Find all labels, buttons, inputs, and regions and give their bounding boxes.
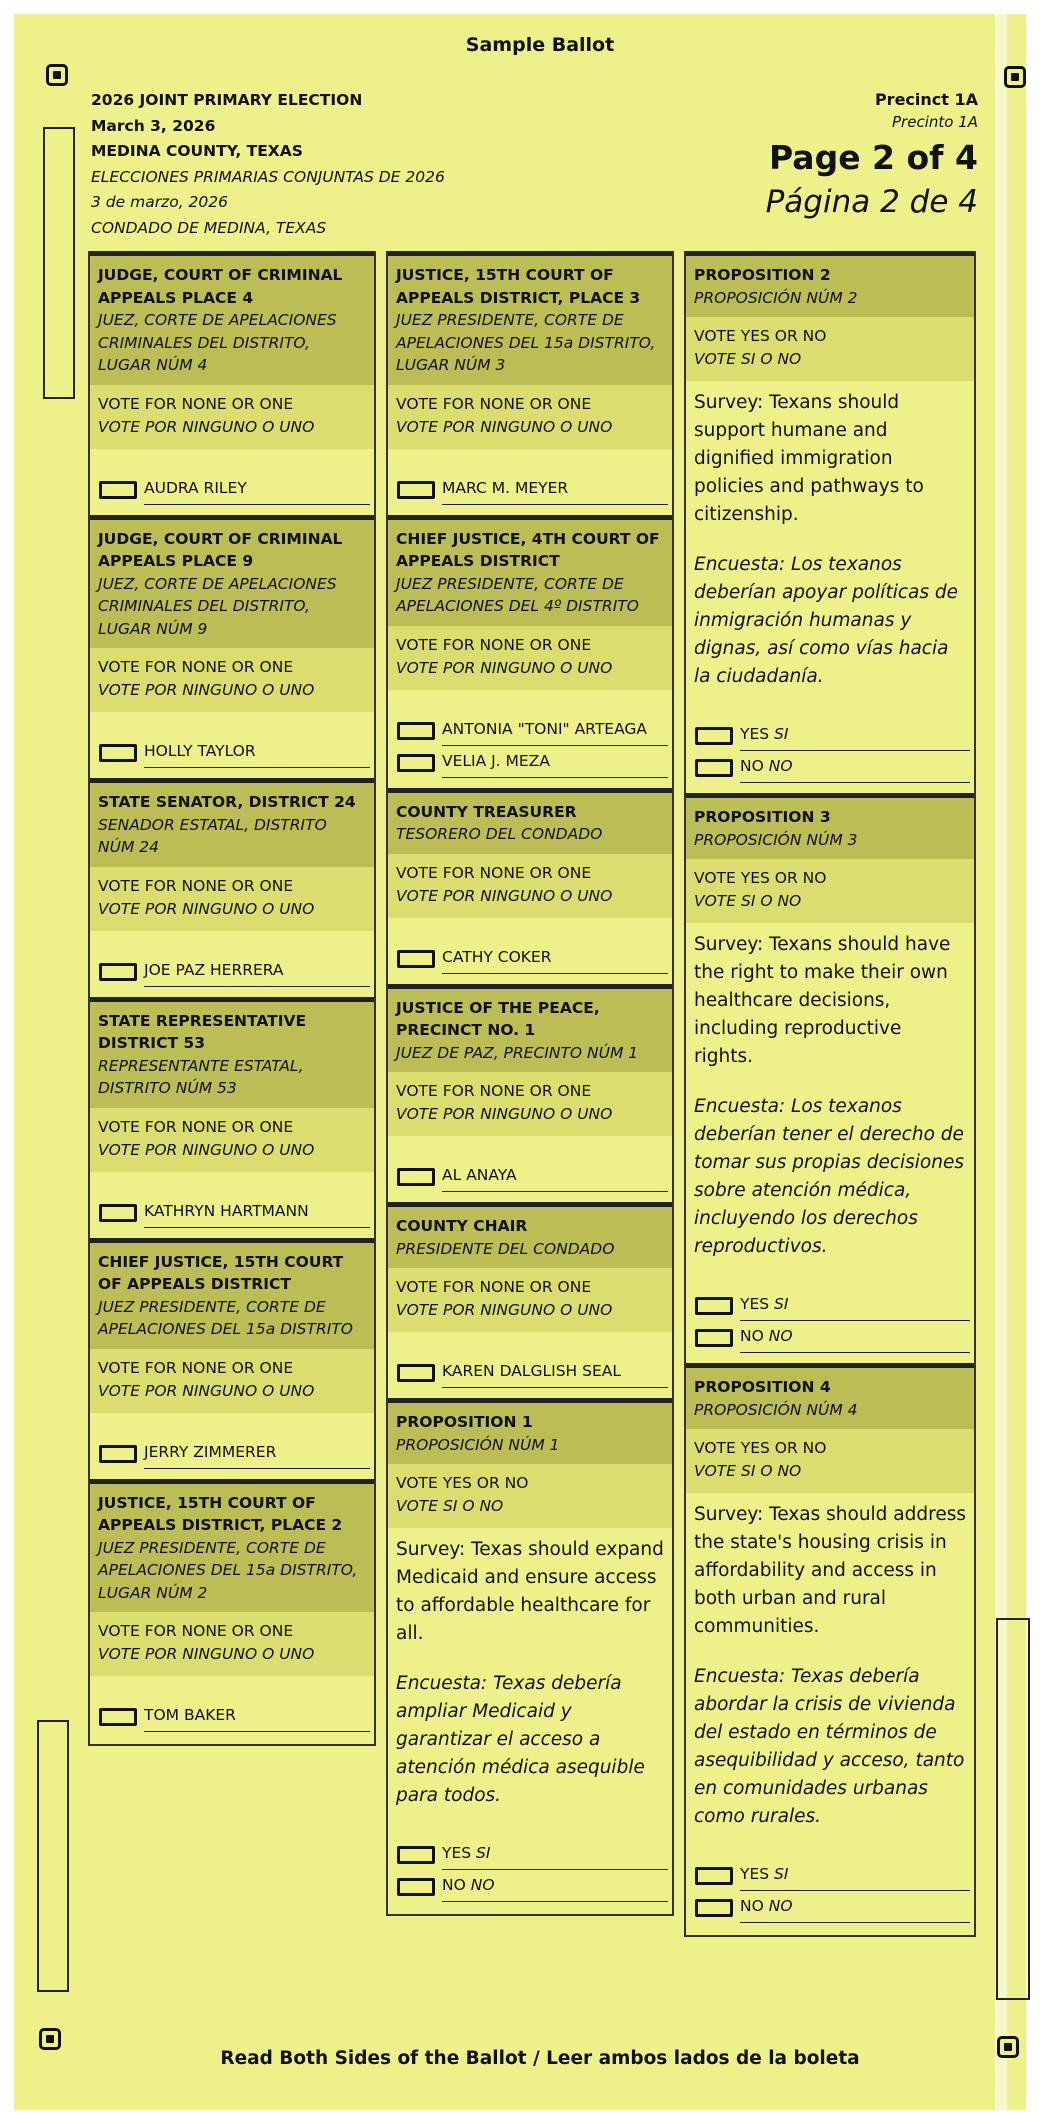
contest-title-es: JUEZ PRESIDENTE, CORTE DE APELACIONES DEL 4º DISTRITO	[396, 574, 639, 615]
contest-title-es: JUEZ PRESIDENTE, CORTE DE APELACIONES DEL 15a DISTRITO	[98, 1297, 353, 1338]
contest-title: CHIEF JUSTICE, 4TH COURT OF APPEALS DISTRICT	[396, 529, 660, 570]
option-label: NO NO	[740, 757, 793, 775]
contest-title-es: JUEZ PRESIDENTE, CORTE DE APELACIONES DEL 15a DISTRITO, LUGAR NÚM 3	[396, 311, 656, 374]
instruction: VOTE YES OR NO	[694, 1439, 827, 1457]
proposition-text-es: Encuesta: Texas debería ampliar Medicaid y garantizar el acceso a atención médica asequible para todos.	[396, 1673, 645, 1806]
vote-instructions	[388, 1268, 672, 1332]
instruction: VOTE YES OR NO	[396, 1474, 529, 1492]
instruction-es: VOTE SI O NO	[396, 1497, 504, 1515]
vote-oval[interactable]	[99, 744, 137, 762]
contest-header	[686, 256, 974, 317]
contest-title: JUSTICE OF THE PEACE, PRECINCT NO. 1	[396, 998, 600, 1039]
proposition-text	[686, 381, 974, 695]
vote-oval[interactable]	[695, 1899, 733, 1917]
vote-oval[interactable]	[397, 950, 435, 968]
registration-mark-icon	[39, 2028, 61, 2050]
election-name: 2026 JOINT PRIMARY ELECTION	[91, 91, 363, 109]
option-label: NO NO	[442, 1876, 495, 1894]
candidate-option[interactable]	[396, 1160, 664, 1192]
contest-header	[388, 520, 672, 626]
candidate-name: TOM BAKER	[144, 1706, 236, 1724]
candidate-option[interactable]	[98, 1196, 366, 1228]
vote-oval[interactable]	[695, 1297, 733, 1315]
contest-header	[90, 1243, 374, 1349]
vote-oval[interactable]	[695, 1329, 733, 1347]
candidate-option[interactable]	[98, 473, 366, 505]
vote-oval[interactable]	[397, 1846, 435, 1864]
proposition-text	[686, 923, 974, 1265]
county-name-es: CONDADO DE MEDINA, TEXAS	[91, 218, 327, 237]
proposition-title-es: PROPOSICIÓN NÚM 4	[694, 1400, 858, 1419]
instruction-es: VOTE SI O NO	[694, 350, 802, 368]
candidate-option[interactable]	[396, 1356, 664, 1388]
vote-oval[interactable]	[99, 963, 137, 981]
page-number: Page 2 of 4	[769, 138, 978, 177]
instruction: VOTE FOR NONE OR ONE	[98, 658, 294, 676]
candidate-option[interactable]	[98, 1437, 366, 1469]
contest-title: CHIEF JUSTICE, 15TH COURT OF APPEALS DISTRICT	[98, 1252, 344, 1293]
vote-instructions	[90, 1108, 374, 1172]
proposition-title: PROPOSITION 1	[396, 1413, 533, 1431]
contest-title: JUDGE, COURT OF CRIMINAL APPEALS PLACE 4	[98, 266, 343, 307]
timing-bar-top-left	[43, 127, 75, 399]
candidate-option[interactable]	[396, 942, 664, 974]
page-header	[766, 88, 978, 224]
option-label: YES SI	[740, 1295, 789, 1313]
vote-instructions	[90, 1349, 374, 1413]
vote-oval[interactable]	[99, 481, 137, 499]
contest-title: JUSTICE, 15TH COURT OF APPEALS DISTRICT, PLACE 2	[98, 1493, 343, 1534]
candidate-name: HOLLY TAYLOR	[144, 742, 256, 760]
contest	[388, 788, 672, 984]
contest-title-es: REPRESENTANTE ESTATAL, DISTRITO NÚM 53	[98, 1056, 304, 1097]
contest	[388, 984, 672, 1203]
instruction-es: VOTE POR NINGUNO O UNO	[98, 1381, 315, 1400]
candidate-name: KAREN DALGLISH SEAL	[442, 1362, 621, 1380]
contest-header	[686, 798, 974, 859]
contest	[90, 251, 374, 515]
instruction-es: VOTE POR NINGUNO O UNO	[98, 417, 315, 436]
instruction: VOTE YES OR NO	[694, 327, 827, 345]
proposition-title: PROPOSITION 2	[694, 266, 831, 284]
yes-option[interactable]	[694, 719, 966, 751]
instruction: VOTE FOR NONE OR ONE	[396, 394, 592, 413]
proposition-text-en: Survey: Texas should address the state's housing crisis in affordability and access in both urban and rural communities.	[694, 1504, 966, 1637]
instruction-es: VOTE POR NINGUNO O UNO	[396, 658, 613, 677]
vote-instructions	[388, 626, 672, 690]
contest-title: STATE SENATOR, DISTRICT 24	[98, 793, 356, 811]
contest-title: JUSTICE, 15TH COURT OF APPEALS DISTRICT, PLACE 3	[396, 266, 641, 307]
contest	[388, 251, 672, 515]
registration-mark-icon	[46, 64, 68, 86]
election-date: March 3, 2026	[91, 116, 216, 135]
proposition-text-es: Encuesta: Texas debería abordar la crisis de vivienda del estado en términos de asequibilidad y acceso, tanto en comunidades urbanas como rurales.	[694, 1666, 965, 1827]
candidate-name: CATHY COKER	[442, 947, 552, 966]
vote-oval[interactable]	[695, 1867, 733, 1885]
vote-instructions	[90, 867, 374, 931]
candidate-option[interactable]	[98, 1700, 366, 1732]
vote-instructions	[686, 859, 974, 923]
vote-oval[interactable]	[397, 1878, 435, 1896]
candidate-name: JOE PAZ HERRERA	[144, 960, 284, 979]
instruction: VOTE FOR NONE OR ONE	[396, 1082, 592, 1100]
registration-mark-icon	[1004, 66, 1026, 88]
ballot-column-2	[386, 251, 674, 1916]
contest	[90, 1238, 374, 1479]
vote-oval[interactable]	[397, 481, 435, 499]
instruction: VOTE FOR NONE OR ONE	[98, 1117, 294, 1136]
proposition-text-en: Survey: Texas should expand Medicaid and ensure access to affordable healthcare for all.	[396, 1539, 664, 1644]
contest	[388, 1398, 672, 1914]
instruction-es: VOTE POR NINGUNO O UNO	[396, 417, 613, 436]
contest	[90, 997, 374, 1238]
vote-instructions	[90, 385, 374, 449]
vote-instructions	[388, 854, 672, 918]
candidate-name: KATHRYN HARTMANN	[144, 1201, 309, 1220]
instruction-es: VOTE POR NINGUNO O UNO	[396, 886, 613, 905]
proposition-title: PROPOSITION 4	[694, 1378, 831, 1396]
contest	[686, 1363, 974, 1935]
vote-oval[interactable]	[397, 1364, 435, 1382]
contest	[388, 515, 672, 788]
vote-instructions	[686, 1429, 974, 1493]
contest-header	[90, 1002, 374, 1108]
vote-instructions	[388, 1464, 672, 1528]
vote-instructions	[388, 1072, 672, 1136]
instruction-es: VOTE POR NINGUNO O UNO	[396, 1105, 613, 1123]
contest-header	[388, 793, 672, 854]
election-header	[91, 88, 445, 241]
proposition-title-es: PROPOSICIÓN NÚM 1	[396, 1435, 560, 1454]
contest-header	[388, 989, 672, 1073]
vote-oval[interactable]	[99, 1445, 137, 1463]
contest-title-es: JUEZ DE PAZ, PRECINTO NÚM 1	[396, 1043, 639, 1062]
vote-instructions	[388, 385, 672, 449]
contest-header	[90, 520, 374, 649]
instruction: VOTE FOR NONE OR ONE	[396, 635, 592, 654]
proposition-title-es: PROPOSICIÓN NÚM 3	[694, 830, 858, 849]
proposition-text	[388, 1528, 672, 1814]
instruction: VOTE YES OR NO	[694, 869, 827, 887]
proposition-title: PROPOSITION 3	[694, 808, 831, 826]
contest	[686, 251, 974, 793]
contest-title-es: JUEZ, CORTE DE APELACIONES CRIMINALES DEL DISTRITO, LUGAR NÚM 4	[98, 311, 337, 374]
contest	[686, 793, 974, 1363]
ballot-column-3	[684, 251, 976, 1937]
option-label: NO NO	[740, 1897, 793, 1915]
contest-header	[388, 256, 672, 385]
election-date-es: 3 de marzo, 2026	[91, 193, 228, 211]
election-name-es: ELECCIONES PRIMARIAS CONJUNTAS DE 2026	[91, 167, 445, 186]
vote-instructions	[90, 1612, 374, 1676]
candidate-option[interactable]	[98, 955, 366, 987]
contest	[90, 1479, 374, 1745]
instruction-es: VOTE SI O NO	[694, 892, 802, 910]
contest-header	[90, 256, 374, 385]
proposition-text-en: Survey: Texans should support humane and dignified immigration policies and pathways to citizenship.	[694, 392, 924, 525]
contest-title: STATE REPRESENTATIVE DISTRICT 53	[98, 1011, 307, 1052]
option-label: YES SI	[740, 1865, 789, 1883]
candidate-name: JERRY ZIMMERER	[144, 1442, 277, 1461]
contest-title-es: JUEZ, CORTE DE APELACIONES CRIMINALES DEL DISTRITO, LUGAR NÚM 9	[98, 574, 337, 638]
option-label: YES SI	[442, 1844, 491, 1862]
candidate-option[interactable]	[98, 736, 366, 768]
proposition-text-es: Encuesta: Los texanos deberían apoyar políticas de inmigración humanas y dignas, así como vías hacia la ciudadanía.	[694, 554, 958, 687]
option-label: NO NO	[740, 1327, 793, 1345]
page-number-es: Página 2 de 4	[765, 184, 978, 220]
candidate-option[interactable]	[396, 473, 664, 505]
no-option[interactable]	[694, 751, 966, 783]
vote-oval[interactable]	[397, 1168, 435, 1186]
instruction: VOTE FOR NONE OR ONE	[98, 394, 294, 413]
instruction-es: VOTE POR NINGUNO O UNO	[98, 681, 315, 699]
candidate-option[interactable]	[396, 746, 664, 778]
no-option[interactable]	[396, 1870, 664, 1902]
instruction: VOTE FOR NONE OR ONE	[98, 876, 294, 895]
contest-header	[90, 783, 374, 867]
contest	[388, 1202, 672, 1398]
yes-option[interactable]	[694, 1859, 966, 1891]
no-option[interactable]	[694, 1321, 966, 1353]
timing-bar-bottom-left	[37, 1720, 69, 1992]
option-label: YES SI	[740, 725, 789, 743]
proposition-title-es: PROPOSICIÓN NÚM 2	[694, 288, 858, 307]
candidate-option[interactable]	[396, 714, 664, 746]
instruction: VOTE FOR NONE OR ONE	[396, 1278, 592, 1296]
yes-option[interactable]	[396, 1838, 664, 1870]
candidate-name: AUDRA RILEY	[144, 478, 247, 497]
vote-oval[interactable]	[99, 1204, 137, 1222]
precinct: Precinct 1A	[874, 90, 978, 109]
vote-instructions	[686, 317, 974, 381]
contest	[90, 515, 374, 779]
ballot-footer: Read Both Sides of the Ballot / Leer ambos lados de la boleta	[220, 2048, 860, 2069]
proposition-text-es: Encuesta: Los texanos deberían tener el derecho de tomar sus propias decisiones sobre atención médica, incluyendo los derechos reproductivos.	[694, 1096, 964, 1257]
contest-title: JUDGE, COURT OF CRIMINAL APPEALS PLACE 9	[98, 529, 343, 570]
proposition-text-en: Survey: Texans should have the right to make their own healthcare decisions, including reproductive rights.	[694, 934, 951, 1067]
vote-oval[interactable]	[397, 754, 435, 772]
instruction-es: VOTE POR NINGUNO O UNO	[98, 899, 315, 918]
instruction-es: VOTE SI O NO	[694, 1462, 802, 1480]
vote-oval[interactable]	[99, 1708, 137, 1726]
ballot-column-1	[88, 251, 376, 1746]
vote-oval[interactable]	[695, 727, 733, 745]
no-option[interactable]	[694, 1891, 966, 1923]
instruction-es: VOTE POR NINGUNO O UNO	[98, 1140, 315, 1159]
contest-title-es: TESORERO DEL CONDADO	[396, 825, 603, 843]
contest-title: COUNTY CHAIR	[396, 1217, 528, 1235]
candidate-name: AL ANAYA	[442, 1166, 517, 1184]
candidate-name: VELIA J. MEZA	[442, 751, 550, 770]
instruction: VOTE FOR NONE OR ONE	[98, 1358, 294, 1377]
vote-oval[interactable]	[397, 722, 435, 740]
ballot-title: Sample Ballot	[465, 34, 615, 56]
contest-title-es: JUEZ PRESIDENTE, CORTE DE APELACIONES DEL 15a DISTRITO, LUGAR NÚM 2	[98, 1538, 358, 1602]
vote-instructions	[90, 648, 374, 712]
vote-oval[interactable]	[695, 759, 733, 777]
precinct-es: Precinto 1A	[892, 113, 978, 131]
proposition-text	[686, 1493, 974, 1835]
contest-header	[388, 1403, 672, 1464]
candidate-name: ANTONIA "TONI" ARTEAGA	[442, 719, 648, 738]
candidate-name: MARC M. MEYER	[442, 478, 569, 497]
instruction: VOTE FOR NONE OR ONE	[396, 863, 592, 882]
contest	[90, 778, 374, 997]
contest-title-es: PRESIDENTE DEL CONDADO	[396, 1239, 615, 1258]
instruction-es: VOTE POR NINGUNO O UNO	[98, 1645, 315, 1663]
instruction-es: VOTE POR NINGUNO O UNO	[396, 1301, 613, 1319]
contest-header	[686, 1368, 974, 1429]
yes-option[interactable]	[694, 1289, 966, 1321]
contest-title-es: SENADOR ESTATAL, DISTRITO NÚM 24	[98, 815, 327, 856]
instruction: VOTE FOR NONE OR ONE	[98, 1622, 294, 1640]
county-name: MEDINA COUNTY, TEXAS	[91, 142, 303, 160]
contest-title: COUNTY TREASURER	[396, 802, 577, 821]
timing-bar-bottom-right	[996, 1618, 1030, 2000]
contest-header	[388, 1207, 672, 1268]
contest-header	[90, 1484, 374, 1613]
